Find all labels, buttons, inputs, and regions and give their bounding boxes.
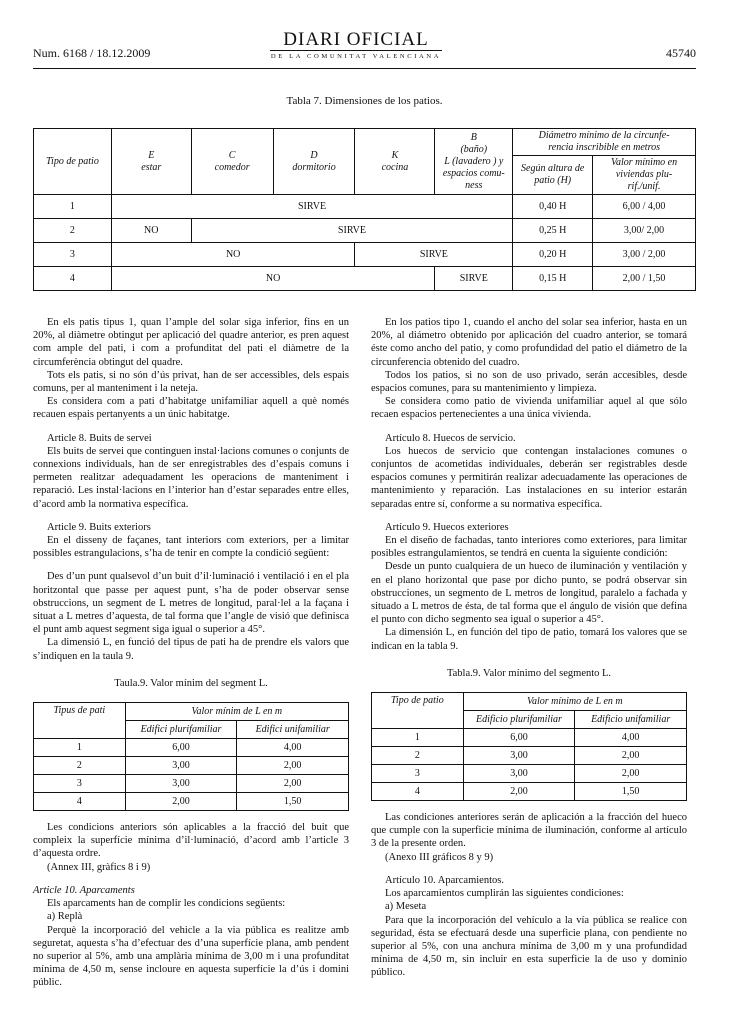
cell: 3,00/ 2,00: [593, 219, 696, 243]
cell: 3,00: [125, 775, 237, 793]
cell: SIRVE: [435, 267, 513, 291]
header-valor: Valor mínimo de L en m: [463, 693, 686, 711]
cell: 1: [372, 729, 464, 747]
header-plurifamiliar: Edificio plurifamiliar: [463, 711, 575, 729]
column-spanish: [371, 316, 687, 980]
table9-spanish: [371, 692, 687, 801]
paragraph: Tots els patis, si no són d’ús privat, han de ser accessibles, dels espais comuns, per al manteniment i la neteja.: [33, 369, 349, 395]
cell: 4,00: [237, 739, 349, 757]
table-row: [34, 739, 349, 757]
header-c: C comedor: [191, 129, 273, 195]
paragraph: Es considera com a pati d’habitatge unifamiliar aquell a què només recauen espais pertanyents a un únic habitatge.: [33, 396, 349, 421]
paragraph: (Annex III, gràfics 8 i 9): [47, 861, 151, 873]
paragraph: (Anexo III gráficos 8 y 9): [385, 851, 494, 863]
article-heading: Artículo 10. Aparcamientos.: [385, 874, 504, 886]
header-tipo: Tipo de patio: [372, 693, 464, 729]
cell: 3,00: [463, 747, 575, 765]
cell: 2,00: [237, 757, 349, 775]
cell: 2,00: [237, 775, 349, 793]
paragraph: Para que la incorporación del vehículo a la vía pública se realice con seguridad, ésta se efectuará desde una superficie plana, con pendiente no superior al 5%, con una anchura mínima de 3,00 m y una profundidad mínima de 4,50 m, sin incluir en esta superficie la de uso y dominio público.: [371, 914, 687, 979]
cell: SIRVE: [355, 243, 513, 267]
table-row: [34, 243, 696, 267]
cell: 0,15 H: [513, 267, 593, 291]
table-row: [34, 267, 696, 291]
cell: 4: [372, 783, 464, 801]
cell: 2,00: [463, 783, 575, 801]
paragraph: Perquè la incorporació del vehicle a la via pública es realitze amb seguretat, aquesta s’ha d’efectuar des d’una superfície plana, amb pendent no superior al 5%, amb una amplària mínima de 3,00 m i una profunditat mínima de 4,50 m, sense incloure en aquesta superfície la d’ús i domini públic.: [33, 924, 349, 989]
header-valor: Valor mínim de L en m: [125, 703, 348, 721]
cell: 6,00 / 4,00: [593, 195, 696, 219]
table-row: [34, 219, 696, 243]
article-heading: Artículo 9. Huecos exteriores: [385, 521, 509, 533]
header-valor-minimo: Valor mínimo en viviendas plu- rif./unif.: [593, 156, 696, 195]
cell: NO: [111, 219, 191, 243]
table-row: [34, 195, 696, 219]
cell: 1,50: [237, 793, 349, 811]
cell: 3: [34, 243, 112, 267]
paragraph: Des d’un punt qualsevol d’un buit d’il·luminació i ventilació i en el pla horitzontal que passe per aquest punt, s’ha de poder observar sense obstruccions, un segment de L metres de longitud, paral·lel a la façana i situat a L metres d’aquesta, de tal forma que l’angle de visió que definisca el punt amb aquest segment siga igual o superior a 45°.: [33, 571, 349, 636]
article-heading: Article 9. Buits exteriors: [47, 521, 151, 533]
cell: 4: [34, 267, 112, 291]
paragraph: Los huecos de servicio que contengan instalaciones comunes o conjuntos de acometidas individuales, deberán ser registrables desde espacios comunes y permitirán realizar adecuadamente las operaciones de mantenimiento y reparación. Las instalaciones en su interior estarán separadas entre sí, conforme a su normativa específica.: [371, 445, 687, 510]
table-row: [372, 729, 687, 747]
table-row: [372, 783, 687, 801]
cell: 1: [34, 195, 112, 219]
cell: 3: [34, 775, 126, 793]
header-rule: [33, 68, 696, 69]
cell: SIRVE: [191, 219, 513, 243]
cell: 2: [372, 747, 464, 765]
header-b: B (baño) L (lavadero ) y espacios comu- ness: [435, 129, 513, 195]
cell: SIRVE: [111, 195, 512, 219]
cell: NO: [111, 243, 355, 267]
header-diametro: Diámetro mínimo de la circunfe- rencia inscribible en metros: [513, 129, 696, 156]
table7-patio-dimensions: [33, 128, 696, 291]
paragraph: Todos los patios, si no son de uso privado, serán accesibles, desde espacios comunes, para su mantenimiento y limpieza.: [371, 369, 687, 395]
cell: 1,50: [575, 783, 687, 801]
cell: 3,00: [463, 765, 575, 783]
header-unifamiliar: Edifici unifamiliar: [237, 721, 349, 739]
cell: 6,00: [125, 739, 237, 757]
issue-number-date: Num. 6168 / 18.12.2009: [33, 46, 151, 60]
paragraph: Els buits de servei que continguen instal·lacions comunes o conjunts de connexions individuals, han de ser enregistrables des d’espais comuns i permeten realitzar adequadament les operacions de manteniment i reparació. Les instal·lacions en l’interior han d’estar separades entre elles, d’acord amb la normativa específica.: [33, 445, 349, 510]
header-e: E estar: [111, 129, 191, 195]
cell: 2,00: [125, 793, 237, 811]
header-plurifamiliar: Edifici plurifamiliar: [125, 721, 237, 739]
cell: 2: [34, 219, 112, 243]
paragraph: La dimensió L, en funció del tipus de pati ha de prendre els valors que s’indiquen en la taula 9.: [33, 637, 349, 662]
header-d: D dormitorio: [273, 129, 355, 195]
paragraph: Las condiciones anteriores serán de aplicación a la fracción del hueco que cumple con la superficie mínima de iluminación, conforme al artículo 3 de la presente orden.: [371, 812, 687, 850]
article-heading: Article 8. Buits de servei: [47, 432, 152, 444]
paragraph: Desde un punto cualquiera de un hueco de iluminación y ventilación y en el plano horizontal que pase por dicho punto, se podrá observar sin obstrucciones, un segmento de L metros de longitud, paralelo a fachada y situado a L metros de ésta, de tal forma que el ángulo de visión que defina el punto con dicho segmento sea igual o superior a 45°.: [371, 561, 687, 626]
cell: 0,40 H: [513, 195, 593, 219]
cell: NO: [111, 267, 434, 291]
cell: 3,00 / 2,00: [593, 243, 696, 267]
cell: 3,00: [125, 757, 237, 775]
cell: 4: [34, 793, 126, 811]
paragraph: Les condicions anteriors són aplicables a la fracció del buit que compleix la superfície mínima d’il·luminació, d’acord amb l’article 3 d’aquesta ordre.: [33, 822, 349, 860]
page-number: 45740: [666, 46, 696, 60]
journal-logo: [270, 30, 442, 60]
paragraph: En el disseny de façanes, tant interiors com exteriors, per a limitar possibles estrangulacions, s’ha de tenir en compte la condició següent:: [33, 535, 349, 560]
paragraph: En el diseño de fachadas, tanto interiores como exteriores, para limitar posibles estrangulamientos, se tendrá en cuenta la siguiente condición:: [371, 535, 687, 560]
cell: 2,00 / 1,50: [593, 267, 696, 291]
header-unifamiliar: Edificio unifamiliar: [575, 711, 687, 729]
cell: 4,00: [575, 729, 687, 747]
cell: 6,00: [463, 729, 575, 747]
paragraph: En los patios tipo 1, cuando el ancho del solar sea inferior, hasta en un 20%, al diámetro obtenido por aplicación del cuadro anterior, se tomará éste como ancho del patio, y como profundidad del patio el diámetro de la circunferencia obtenido del cuadro.: [371, 317, 687, 368]
table-row: [372, 765, 687, 783]
table7-caption: Tabla 7. Dimensiones de los patios.: [286, 95, 443, 107]
paragraph: a) Replà: [47, 911, 83, 923]
table9-valencian: [33, 702, 349, 811]
paragraph: En els patis tipus 1, quan l’ample del solar siga inferior, fins en un 20%, al diàmetre obtingut per aplicació del quadre anterior, es pren aquest com ample del pati, i com a profunditat del pati el diàmetre de la circumferència obtingut del quadre.: [33, 317, 349, 368]
header-altura: Según altura de patio (H): [513, 156, 593, 195]
article-heading: Article 10. Aparcaments: [33, 884, 135, 896]
cell: 2: [34, 757, 126, 775]
cell: 3: [372, 765, 464, 783]
cell: 0,20 H: [513, 243, 593, 267]
header-k: K cocina: [355, 129, 435, 195]
header-tipus: Tipus de pati: [34, 703, 126, 739]
cell: 2,00: [575, 765, 687, 783]
paragraph: a) Meseta: [385, 901, 427, 913]
cell: 1: [34, 739, 126, 757]
logo-divider: [270, 50, 442, 51]
cell: 2,00: [575, 747, 687, 765]
logo-title: DIARI OFICIAL: [283, 29, 429, 50]
table-row: [372, 747, 687, 765]
cell: 0,25 H: [513, 219, 593, 243]
paragraph: Se considera como patio de vivienda unifamiliar aquel al que sólo recaen espacios pertenecientes a una única vivienda.: [371, 396, 687, 421]
paragraph: La dimensión L, en función del tipo de patio, tomará los valores que se indican en la tabla 9.: [371, 627, 687, 652]
table-row: [34, 757, 349, 775]
paragraph: Els aparcaments han de complir les condicions següents:: [47, 898, 286, 910]
table-row: [34, 793, 349, 811]
logo-subtitle: DE LA COMUNITAT VALENCIANA: [270, 53, 442, 60]
table9-caption: Tabla.9. Valor mínimo del segmento L.: [446, 667, 612, 679]
paragraph: Los aparcamientos cumplirán las siguientes condiciones:: [385, 888, 624, 900]
article-heading: Artículo 8. Huecos de servicio.: [385, 432, 516, 444]
column-valencian: [33, 316, 349, 990]
header-tipo: Tipo de patio: [34, 129, 112, 195]
table9-caption: Taula.9. Valor mínim del segment L.: [114, 677, 268, 689]
table-row: [34, 775, 349, 793]
